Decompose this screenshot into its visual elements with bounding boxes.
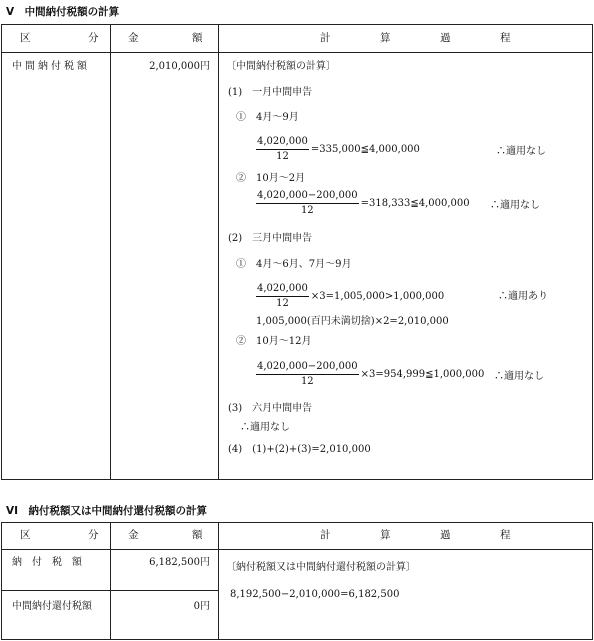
table-divider bbox=[218, 24, 219, 480]
table-divider bbox=[110, 24, 111, 480]
table-divider bbox=[1, 52, 593, 53]
denominator: 12 bbox=[300, 376, 314, 387]
formula-result: =335,000≦4,000,000 bbox=[310, 144, 420, 155]
item-1-case-1-formula bbox=[256, 136, 420, 163]
formula-result: ×3=954,999≦1,000,000 bbox=[360, 369, 485, 380]
item-2-case-1-formula bbox=[256, 283, 444, 310]
item-2-case-1-note: ∴適用あり bbox=[498, 291, 548, 302]
calc-heading: 〔中間納付税額の計算〕 bbox=[226, 61, 336, 72]
item-2-case-1-extra: 1,005,000(百円未満切捨)×2=2,010,000 bbox=[256, 316, 449, 327]
item-1-case-1-note: ∴適用なし bbox=[496, 146, 546, 157]
header-kubun-1: 区 bbox=[20, 32, 31, 44]
denominator: 12 bbox=[300, 205, 314, 216]
header-keisan-3: 過 bbox=[440, 529, 451, 541]
header-kingaku-1: 金 bbox=[128, 32, 139, 44]
header-keisan-3: 過 bbox=[440, 32, 451, 44]
table-divider bbox=[218, 522, 219, 640]
item-4-label: (4) (1)+(2)+(3)=2,010,000 bbox=[228, 444, 371, 455]
denominator: 12 bbox=[276, 298, 289, 309]
header-keisan-4: 程 bbox=[500, 529, 511, 541]
header-kubun-2: 分 bbox=[88, 32, 99, 44]
item-3-note: ∴適用なし bbox=[240, 422, 290, 433]
header-keisan-4: 程 bbox=[500, 32, 511, 44]
amount-chukan-kanpu: 0円 bbox=[193, 601, 210, 612]
table-divider bbox=[1, 590, 218, 591]
header-keisan-2: 算 bbox=[380, 529, 391, 541]
item-2-case-1-label: ① 4月〜6月、7月〜9月 bbox=[236, 259, 352, 270]
header-keisan-1: 計 bbox=[320, 32, 331, 44]
item-2-case-2-label: ② 10月〜12月 bbox=[236, 336, 312, 347]
amount-nofu-zeigaku: 6,182,500円 bbox=[149, 557, 210, 568]
formula-result: ×3=1,005,000>1,000,000 bbox=[310, 291, 445, 302]
item-2-case-2-note: ∴適用なし bbox=[494, 371, 544, 382]
numerator: 4,020,000 bbox=[256, 136, 309, 150]
item-2-case-2-formula bbox=[256, 361, 484, 388]
item-3-label: (3) 六月中間申告 bbox=[228, 403, 313, 414]
row-label-chukan-nofu: 中間納付税額 bbox=[12, 61, 90, 72]
item-1-label: (1) 一月中間申告 bbox=[228, 87, 313, 98]
numerator: 4,020,000−200,000 bbox=[256, 190, 359, 204]
item-2-label: (2) 三月中間申告 bbox=[228, 233, 313, 244]
header-kingaku-2: 額 bbox=[192, 32, 203, 44]
numerator: 4,020,000−200,000 bbox=[256, 361, 359, 375]
header-keisan-2: 算 bbox=[380, 32, 391, 44]
item-1-case-2-formula bbox=[256, 190, 470, 217]
table-divider bbox=[110, 522, 111, 640]
calc-heading-6: 〔納付税額又は中間納付還付税額の計算〕 bbox=[226, 562, 416, 573]
formula-result: =318,333≦4,000,000 bbox=[360, 198, 470, 209]
table-divider bbox=[1, 549, 593, 550]
numerator: 4,020,000 bbox=[256, 283, 309, 297]
header-kingaku-2: 額 bbox=[192, 529, 203, 541]
header-kingaku-1: 金 bbox=[128, 529, 139, 541]
denominator: 12 bbox=[276, 151, 289, 162]
item-1-case-1-label: ① 4月〜9月 bbox=[236, 112, 299, 123]
item-1-case-2-note: ∴適用なし bbox=[490, 200, 540, 211]
calc-line-6: 8,192,500−2,010,000=6,182,500 bbox=[230, 589, 400, 600]
section-5-title: V 中間納付税額の計算 bbox=[6, 6, 120, 18]
header-kubun-2: 分 bbox=[88, 529, 99, 541]
section-6-title: VI 納付税額又は中間納付還付税額の計算 bbox=[6, 505, 208, 517]
header-kubun-1: 区 bbox=[20, 529, 31, 541]
row-label-nofu-zeigaku: 納 付 税 額 bbox=[12, 557, 82, 568]
row-label-chukan-kanpu: 中間納付還付税額 bbox=[12, 601, 92, 612]
amount-chukan-nofu: 2,010,000円 bbox=[149, 61, 210, 72]
item-1-case-2-label: ② 10月〜2月 bbox=[236, 173, 306, 184]
header-keisan-1: 計 bbox=[320, 529, 331, 541]
